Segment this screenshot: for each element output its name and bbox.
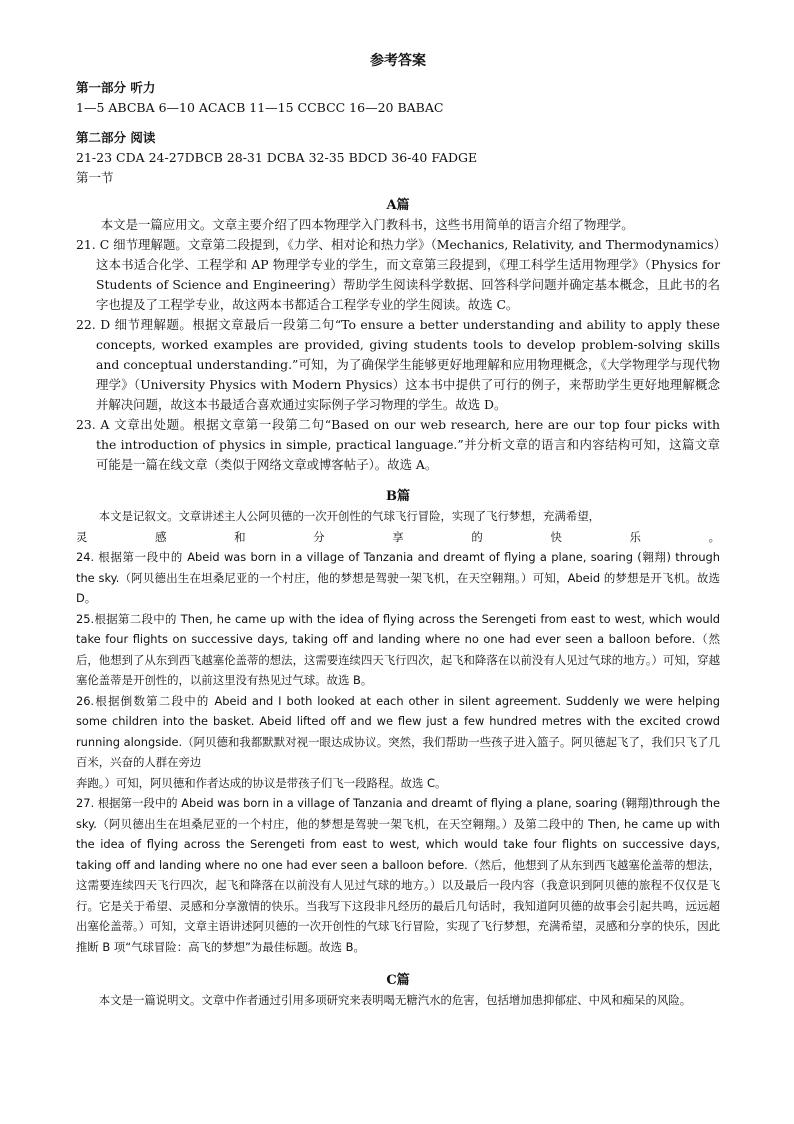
part2-answers: 21-23 CDA 24-27DBCB 28-31 DCBA 32-35 BDCD 36-40 FADGE bbox=[76, 150, 478, 165]
passage-a-heading: A篇 bbox=[386, 198, 410, 213]
answer-26: 26.根据倒数第二段中的 Abeid and I both looked at each other in silent agreement. Suddenly we were helping some children into the basket. Abeid lifted off and we flew just a few hundred metres with the excited crowd running alongside.（阿贝德和我都默默对视一眼达成协议。突然，我们帮助一些孩子进入篮子。阿贝德起飞了，我们只飞了几百米，兴奋的人群在旁边 bbox=[76, 693, 720, 769]
passage-b-intro: 本文是记叙文。文章讲述主人公阿贝德的一次开创性的气球飞行冒险，实现了飞行梦想，充满希望， bbox=[98, 509, 600, 523]
part1-heading: 第一部分 听力 bbox=[76, 80, 156, 95]
passage-c-heading: C篇 bbox=[386, 973, 410, 988]
answer-21: 21. C 细节理解题。文章第二段提到，《力学、相对论和热力学》（Mechanics, Relativity, and Thermodynamics）这本书适合化学、工程学和 AP 物理学专业的学生，而文章第三段提到，《理工科学生适用物理学》（Physics for Students of Science and Engineering）帮助学生阅读科学数据、回答科学问题并确定基本概念，且此书的名字也提及了工程学专业，故这两本书都适合工程学专业的学生阅读。故选 C。 bbox=[76, 237, 720, 312]
part2-heading: 第二部分 阅读 bbox=[76, 130, 156, 145]
passage-b-intro-continued: 灵 感 和 分 享 的 快 乐 。 bbox=[76, 529, 720, 544]
answer-22: 22. D 细节理解题。根据文章最后一段第二句“To ensure a better understanding and ability to apply these concepts, worked examples are provided, giving students tools to develop problem-solving skills and conceptual understanding.”可知，为了确保学生能够更好地理解和应用物理概念，《大学物理学与现代物理学》（University Physics with Modern Physics）这本书中提供了可行的例子，来帮助学生更好地理解概念并解决问题，故这本书最适合喜欢通过实际例子学习物理的学生。故选 D。 bbox=[76, 317, 720, 412]
passage-a-intro: 本文是一篇应用文。文章主要介绍了四本物理学入门教科书，这些书用简单的语言介绍了物理学。 bbox=[100, 217, 634, 232]
page-title: 参考答案 bbox=[370, 53, 426, 69]
answer-23: 23. A 文章出处题。根据文章第一段第二句“Based on our web research, here are our top four picks with the introduction of physics in simple, practical language.”并分析文章的语言和内容结构可知，这篇文章可能是一篇在线文章（类似于网络文章或博客帖子）。故选 A。 bbox=[76, 417, 720, 472]
answer-key-page bbox=[76, 50, 720, 1011]
answer-24: 24. 根据第一段中的 Abeid was born in a village of Tanzania and dreamt of flying a plane, soaring (翱翔) through the sky.（阿贝德出生在坦桑尼亚的一个村庄，他的梦想是驾驶一架飞机，在天空翱翔。）可知，Abeid 的梦想是开飞机。故选 D。 bbox=[76, 550, 720, 605]
answer-25: 25.根据第二段中的 Then, he came up with the idea of flying across the Serengeti from east to west, which would take four flights on successive days, taking off and landing where no one had ever seen a balloon before.（然后，他想到了从东到西飞越塞伦盖蒂的想法，这需要连续四天飞行四次，起飞和降落在以前没有人见过气球的地方。）可知，穿越塞伦盖蒂是开创性的，以前这里没有热见过气球。故选 B。 bbox=[76, 611, 720, 687]
passage-c-intro: 本文是一篇说明文。文章中作者通过引用多项研究来表明喝无糖汽水的危害，包括增加患抑郁症、中风和痴呆的风险。 bbox=[98, 993, 692, 1007]
answer-27: 27. 根据第一段中的 Abeid was born in a village of Tanzania and dreamt of flying a plane, soaring (翱翔)through the sky.（阿贝德出生在坦桑尼亚的一个村庄，他的梦想是驾驶一架飞机，在天空翱翔。）及第二段中的 Then, he came up with the idea of flying across the Serengeti from east to west, which would take four flights on successive days, taking off and landing where no one had ever seen a balloon before.（然后，他想到了从东到西飞越塞伦盖蒂的想法，这需要连续四天飞行四次，起飞和降落在以前没有人见过气球的地方。）以及最后一段内容（我意识到阿贝德的旅程不仅仅是飞行。它是关于希望、灵感和分享激情的快乐。当我写下这段非凡经历的最后几句话时，我知道阿贝德的故事会引起共鸣，远远超出塞伦盖蒂。）可知，文章主语讲述阿贝德的一次开创性的气球飞行冒险，实现了飞行梦想，充满希望，灵感和分享的快乐，因此推断 B 项“气球冒险：高飞的梦想”为最佳标题。故选 B。 bbox=[76, 796, 720, 954]
answer-26-continued: 奔跑。）可知，阿贝德和作者达成的协议是带孩子们飞一段路程。故选 C。 bbox=[76, 775, 447, 790]
part1-answers: 1—5 ABCBA 6—10 ACACB 11—15 CCBCC 16—20 BABAC bbox=[76, 100, 444, 115]
passage-b-heading: B篇 bbox=[386, 489, 410, 504]
section-label: 第一节 bbox=[76, 170, 114, 185]
